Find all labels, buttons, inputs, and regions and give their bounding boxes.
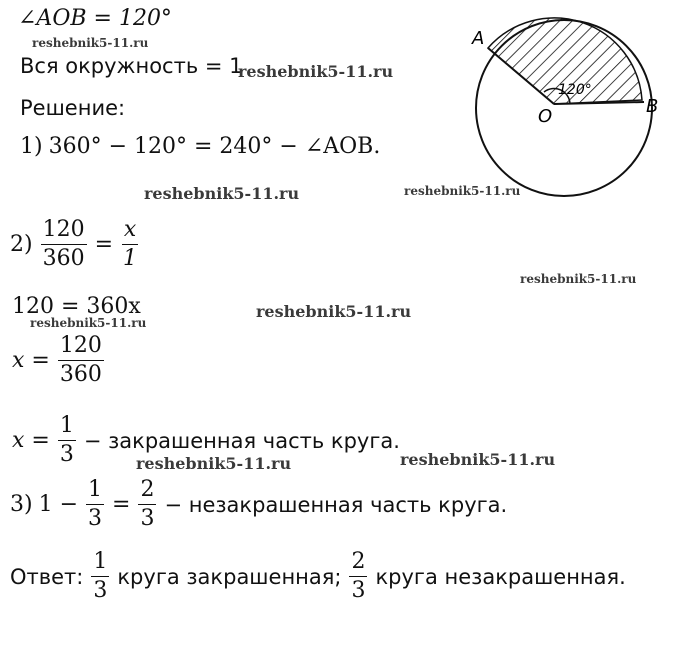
point-o-label: O [538,106,553,127]
fraction-x-120-360: $\frac{120}{360}$ [59,333,102,388]
answer-text-unshaded: круга незакрашенная. [375,564,626,589]
watermark: reshebnik5-11.ru [238,62,394,81]
step2-proportion [10,218,141,271]
step3 [10,478,507,531]
watermark: reshebnik5-11.ru [400,450,556,469]
step1-number: 1) [20,134,43,159]
watermark: reshebnik5-11.ru [404,184,521,198]
equals-sign-step3: = [112,492,131,518]
shaded-part-text: − закрашенная часть круга. [83,428,400,453]
x-equals-result: x = [12,428,50,454]
watermark: reshebnik5-11.ru [144,184,300,203]
answer [10,550,626,603]
fraction-1-3: $\frac{1}{3}$ [59,413,74,468]
answer-label: Ответ: [10,564,84,589]
answer-text-shaded: круга закрашенная; [117,564,342,589]
angle-label: 120° [558,82,592,98]
point-a-label: A [472,28,485,49]
fraction-1-3-step3: $\frac{1}{3}$ [88,477,103,532]
watermark: reshebnik5-11.ru [30,316,147,330]
step1-expression: 360° − 120° = 240° − ∠AOB. [48,134,381,159]
watermark: reshebnik5-11.ru [256,302,412,321]
step2-equation: 120 = 360x [12,294,141,319]
one-minus: 1 − [38,492,79,518]
fraction-120-360: $\frac{120}{360}$ [42,217,85,272]
step2-x-value [12,334,106,387]
step2-number: 2) [10,232,33,258]
fraction-x-1: $\frac{x}{1}$ [123,217,138,272]
solution-label: Решение: [20,96,126,120]
watermark: reshebnik5-11.ru [520,272,637,286]
circle-diagram [470,8,670,204]
watermark: reshebnik5-11.ru [32,36,149,50]
answer-fraction-1-3: $\frac{1}{3}$ [93,549,108,604]
unshaded-part-text: − незакрашенная часть круга. [164,492,508,517]
watermark: reshebnik5-11.ru [136,454,292,473]
point-b-label: B [646,96,659,117]
given-circle: Вся окружность = 1 [20,54,243,78]
equals-sign: = [94,232,114,258]
step1 [20,134,380,159]
x-equals: x = [12,348,50,374]
given-angle: ∠AOB = 120° [18,6,172,31]
fraction-2-3-step3: $\frac{2}{3}$ [140,477,155,532]
answer-fraction-2-3: $\frac{2}{3}$ [351,549,366,604]
step3-number: 3) [10,492,33,518]
